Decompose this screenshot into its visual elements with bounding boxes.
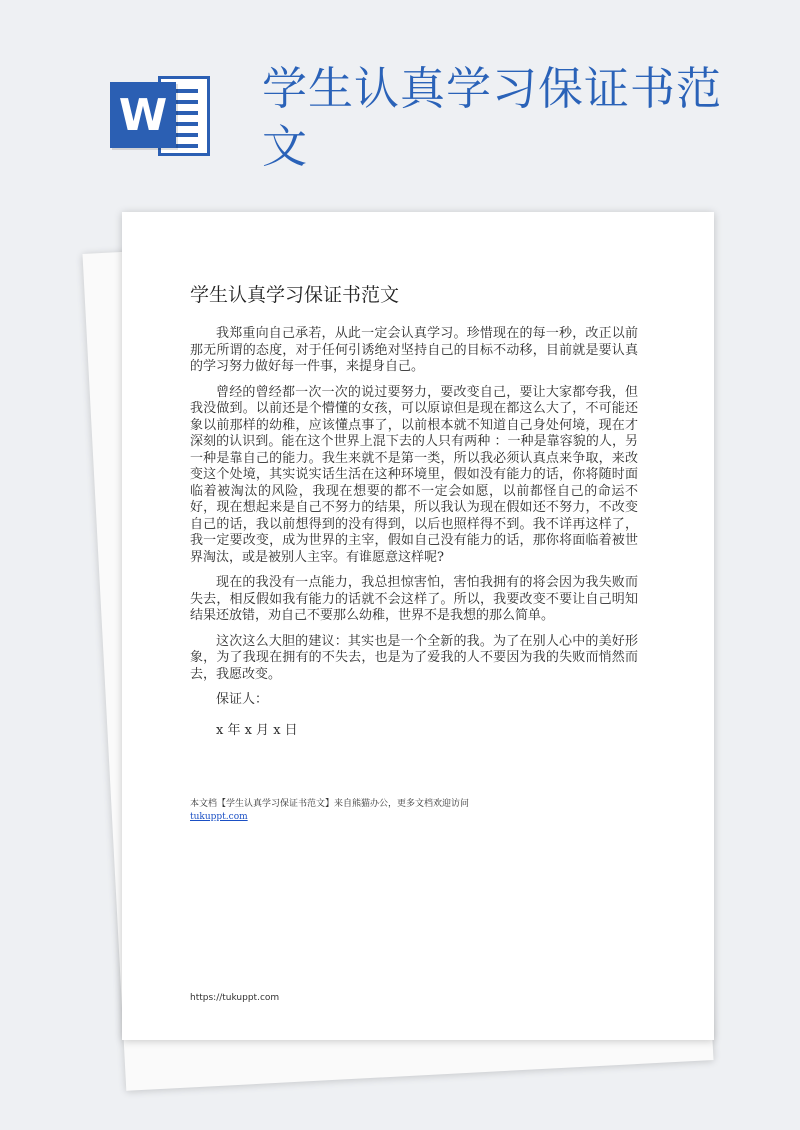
signature-label: 保证人： bbox=[216, 692, 269, 707]
word-document-icon bbox=[110, 72, 215, 160]
page-url: https://tukuppt.com bbox=[190, 993, 280, 1003]
paragraph-2: 曾经的曾经都一次一次的说过要努力，要改变自己，要让大家都夸我，但我没做到。以前还是个懵懂的女孩，可以原谅但是现在都这么大了，不可能还象以前那样的幼稚，应该懂点事了，以前根本就不知道自己身处何境，现在才深刻的认识到。能在这个世界上混下去的人只有两种 ：一种是靠容貌的人，另一种是靠自己的能力。我生来就不是第一类，所以我必须认真点来争取，来改变这个处境，其实说实话生活在这种环境里，假如没有能力的话，你将随时面临着被淘汰的风险，我现在想要的都不一定会如愿，以前都怪自己的命运不好，现在想起来是自己不努力的结果，所以我认为现在假如还不努力，不改变自己的话，我以前想得到的没有得到，以后也照样得不到。我不详再这样了，我一定要改变，成为世界的主宰，假如自己没有能力的话，那你将面临着被世界淘汰，或是被别人主宰。有谁愿意这样呢? bbox=[190, 384, 638, 565]
banner bbox=[0, 0, 800, 210]
source-link[interactable]: tukuppt.com bbox=[190, 812, 248, 822]
source-note-text: 本文档【学生认真学习保证书范文】来自熊猫办公，更多文档欢迎访问 bbox=[190, 799, 470, 809]
paragraph-1: 我郑重向自己承若，从此一定会认真学习。珍惜现在的每一秒，改正以前那无所谓的态度，对于任何引诱绝对坚持自己的目标不动移，目前就是要认真的学习努力做好每一件事，来提身自己。 bbox=[190, 326, 638, 374]
document-page bbox=[122, 212, 714, 1040]
paragraph-4: 这次这么大胆的建议：其实也是一个全新的我。为了在别人心中的美好形象，为了我现在拥有的不失去，也是为了爱我的人不要因为我的失败而悄然而去，我愿改变。 bbox=[190, 633, 638, 682]
date-line: x 年 x 月 x 日 bbox=[216, 722, 298, 738]
document-body bbox=[190, 326, 638, 748]
document-title: 学生认真学习保证书范文 bbox=[190, 284, 400, 306]
source-note bbox=[190, 798, 650, 824]
paragraph-3: 现在的我没有一点能力，我总担惊害怕，害怕我拥有的将会因为我失败而失去，相反假如我有能力的话就不会这样了。所以，我要改变不要让自己明知结果还放错，劝自己不要那么幼稚，世界不是我想的那么简单。 bbox=[190, 575, 638, 623]
word-letter-badge: W bbox=[110, 82, 176, 148]
banner-title: 学生认真学习保证书范文 bbox=[262, 62, 723, 173]
